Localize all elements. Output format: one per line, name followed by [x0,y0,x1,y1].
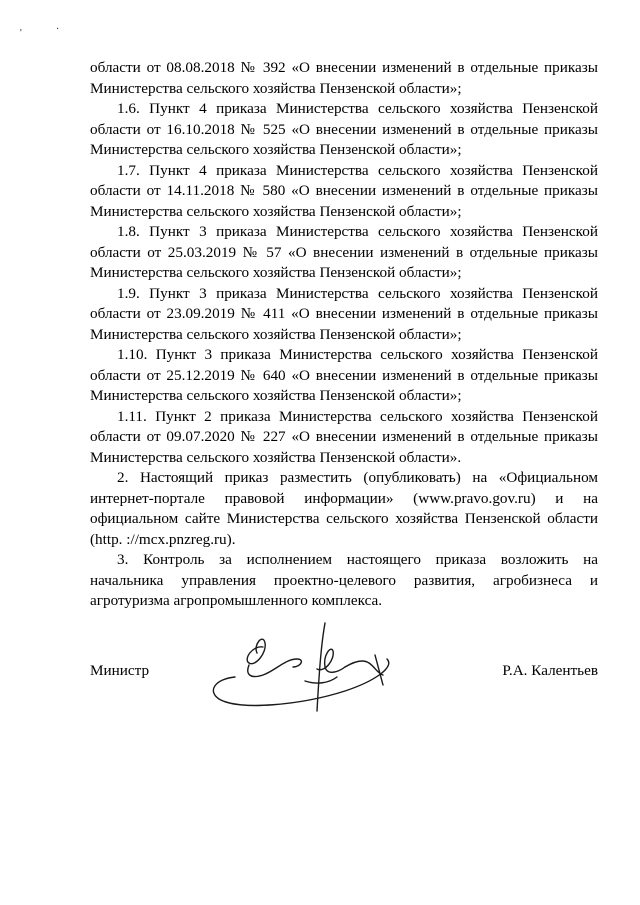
paragraph: 1.10. Пункт 3 приказа Министерства сельского хозяйства Пензенской области от 25.12.2019 № 640 «О внесении изменений в отдельные приказы Министерства сельского хозяйства Пензенской области»; [90,346,598,404]
paragraph: 1.9. Пункт 3 приказа Министерства сельского хозяйства Пензенской области от 23.09.2019 № 411 «О внесении изменений в отдельные приказы Министерства сельского хозяйства Пензенской области»; [90,284,598,343]
paragraph: 3. Контроль за исполнением настоящего приказа возложить на начальника управления проектно-целевого развития, агробизнеса и агротуризма агропромышленного комплекса. [90,551,598,609]
signer-title: Министр [90,662,150,679]
paragraph: 1.6. Пункт 4 приказа Министерства сельского хозяйства Пензенской области от 16.10.2018 № 525 «О внесении изменений в отдельные приказы Министерства сельского хозяйства Пензенской области»; [90,100,598,158]
paragraph: 2. Настоящий приказ разместить (опубликовать) на «Официальном интернет-портале правовой информации» (www.pravo.gov.ru) и на официальном сайте Министерства сельского хозяйства Пензенской области (http. ://mcx.pnzreg.ru). [90,469,598,548]
paragraph: 1.8. Пункт 3 приказа Министерства сельского хозяйства Пензенской области от 25.03.2019 № 57 «О внесении изменений в отдельные приказы Министерства сельского хозяйства Пензенской области»; [90,223,598,281]
order-text [90,58,598,612]
scan-mark: ' [20,28,22,39]
scan-mark: · [56,24,60,35]
paragraph: 1.11. Пункт 2 приказа Министерства сельского хозяйства Пензенской области от 09.07.2020 № 227 «О внесении изменений в отдельные приказы Министерства сельского хозяйства Пензенской области». [90,407,598,466]
signature-block [90,650,598,690]
paragraph: области от 08.08.2018 № 392 «О внесении изменений в отдельные приказы Министерства сельского хозяйства Пензенской области»; [90,59,598,97]
paragraph: 1.7. Пункт 4 приказа Министерства сельского хозяйства Пензенской области от 14.11.2018 № 580 «О внесении изменений в отдельные приказы Министерства сельского хозяйства Пензенской области»; [90,161,598,220]
signer-name: Р.А. Калентьев [502,662,598,679]
